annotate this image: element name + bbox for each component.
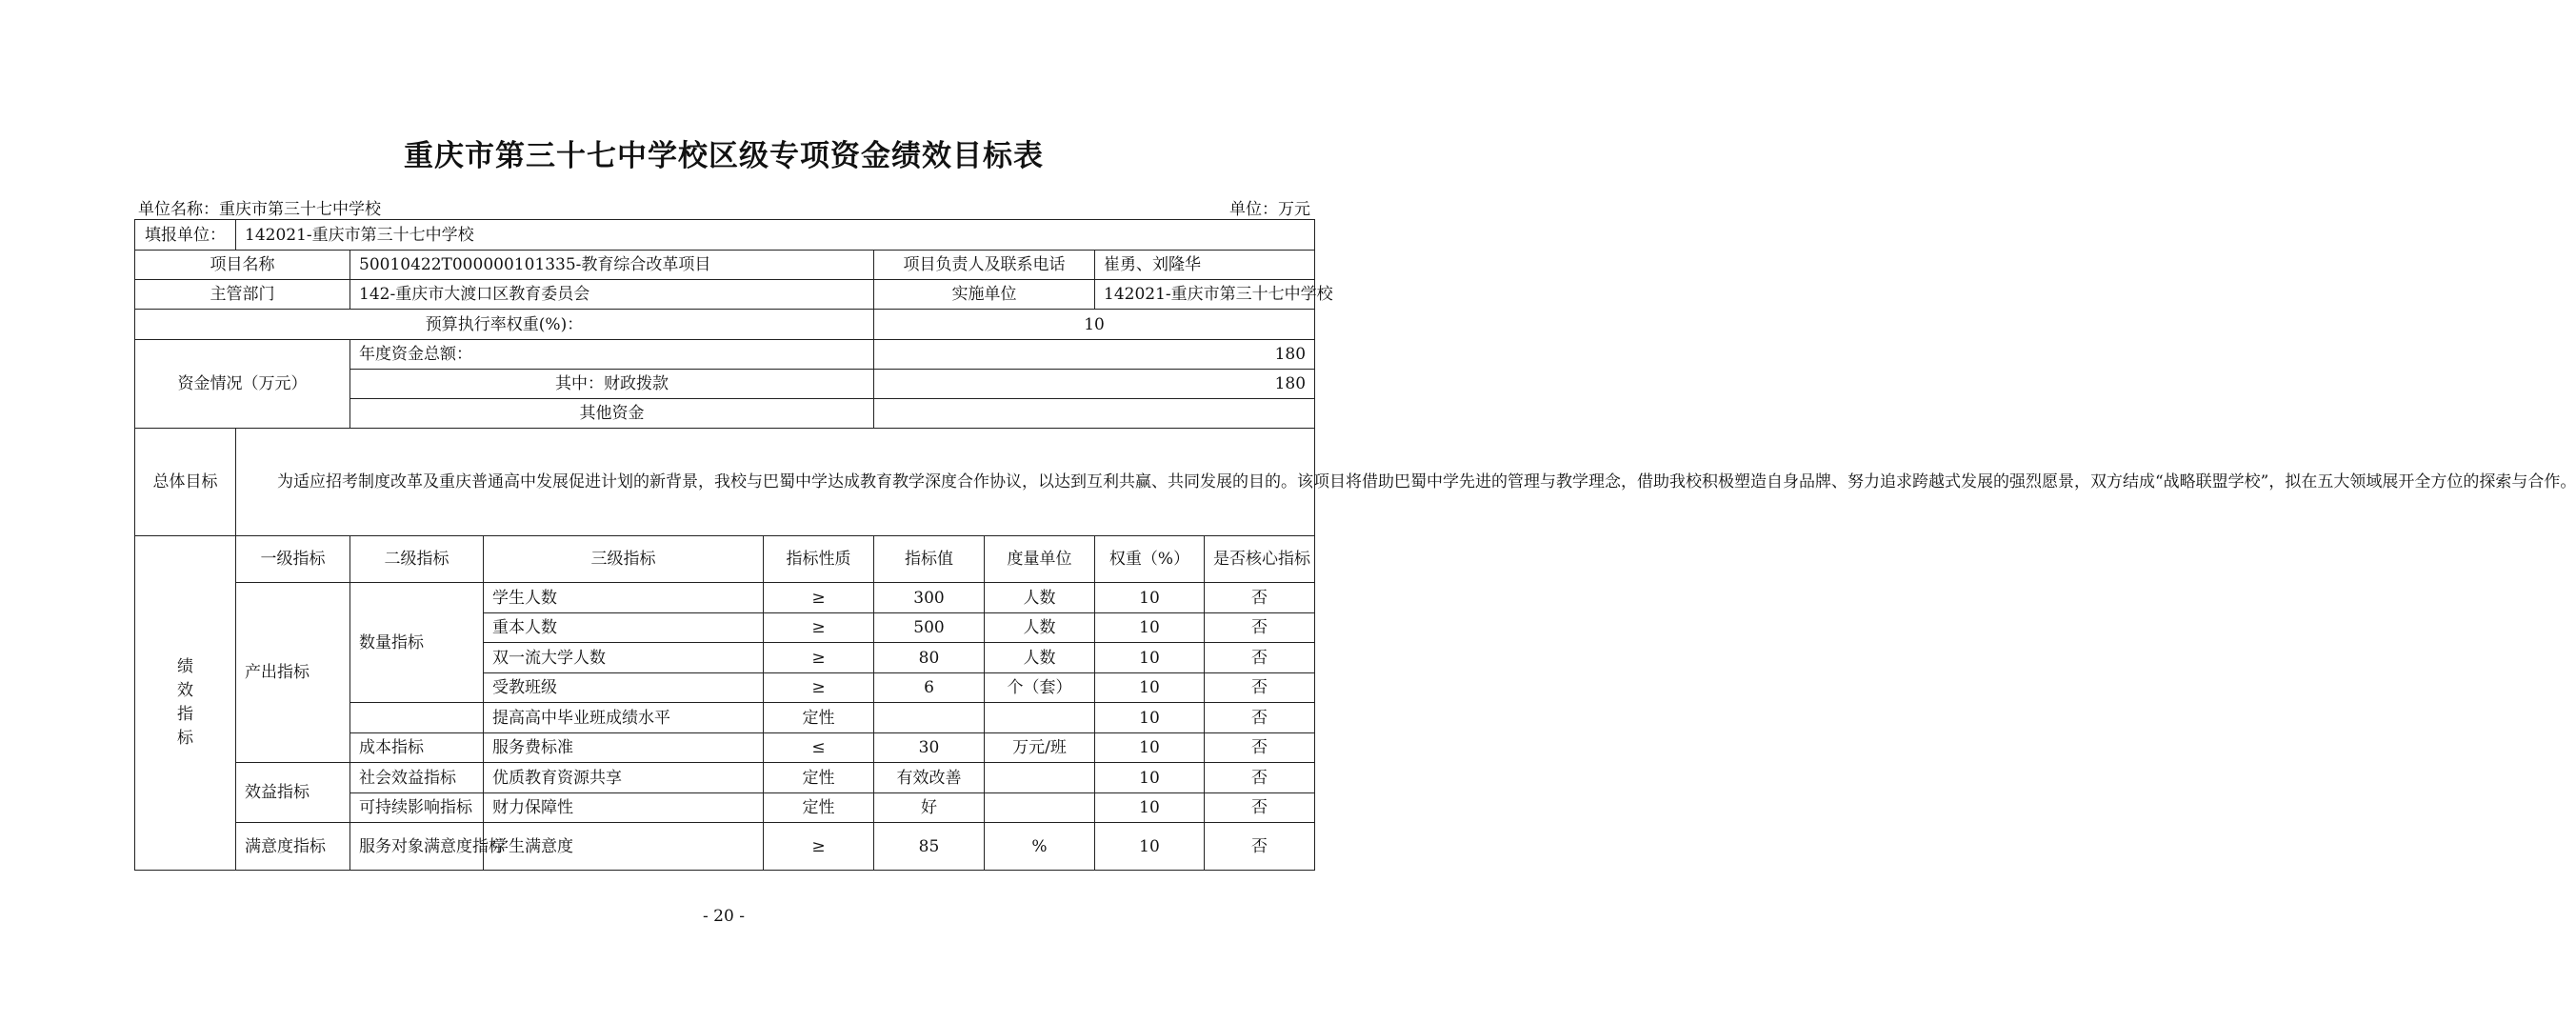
indicator-unit <box>985 703 1095 733</box>
indicator-nature: ≤ <box>764 733 874 763</box>
level2-blank <box>350 703 484 733</box>
indicator-value: 有效改善 <box>874 763 985 793</box>
indicator-name: 重本人数 <box>484 613 764 643</box>
goal-row <box>135 429 1315 536</box>
goal-cell <box>236 429 2576 536</box>
indicator-nature: 定性 <box>764 703 874 733</box>
filing-value: 142021-重庆市第三十七中学校 <box>236 220 1315 251</box>
indicator-unit: 人数 <box>985 583 1095 613</box>
indicator-name: 财力保障性 <box>484 793 764 823</box>
funds-label: 资金情况（万元） <box>135 340 350 429</box>
funds-fiscal-value: 180 <box>874 370 1315 399</box>
header-value: 指标值 <box>874 536 985 583</box>
indicator-unit: 人数 <box>985 643 1095 673</box>
page-title: 重庆市第三十七中学校区级专项资金绩效目标表 <box>404 139 1044 173</box>
funds-total-row <box>135 340 1315 370</box>
indicator-core: 否 <box>1205 763 1315 793</box>
funds-other-value <box>874 399 1315 429</box>
header-level3: 三级指标 <box>484 536 764 583</box>
indicator-weight: 10 <box>1095 613 1205 643</box>
indicator-name: 学生满意度 <box>484 823 764 871</box>
project-name-value: 50010422T000000101335-教育综合改革项目 <box>350 251 874 280</box>
indicator-name: 学生人数 <box>484 583 764 613</box>
dept-value: 142-重庆市大渡口区教育委员会 <box>350 280 874 310</box>
filing-label: 填报单位： <box>135 220 236 251</box>
indicator-unit: % <box>985 823 1095 871</box>
indicator-value: 好 <box>874 793 985 823</box>
indicator-section-text: 绩效指标 <box>177 657 193 748</box>
indicator-value: 80 <box>874 643 985 673</box>
project-row <box>135 251 1315 280</box>
indicator-weight: 10 <box>1095 793 1205 823</box>
level2-sustain: 可持续影响指标 <box>350 793 484 823</box>
level2-cost: 成本指标 <box>350 733 484 763</box>
indicator-core: 否 <box>1205 823 1315 871</box>
indicator-core: 否 <box>1205 793 1315 823</box>
indicator-nature: ≥ <box>764 643 874 673</box>
indicator-name: 优质教育资源共享 <box>484 763 764 793</box>
header-nature: 指标性质 <box>764 536 874 583</box>
indicator-weight: 10 <box>1095 643 1205 673</box>
dept-row <box>135 280 1315 310</box>
unit-name: 单位名称：重庆市第三十七中学校 <box>138 200 381 219</box>
indicator-value: 30 <box>874 733 985 763</box>
header-core: 是否核心指标 <box>1205 536 1315 583</box>
indicator-core: 否 <box>1205 643 1315 673</box>
project-owner-label: 项目负责人及联系电话 <box>874 251 1095 280</box>
goal-text: 为适应招考制度改革及重庆普通高中发展促进计划的新背景，我校与巴蜀中学达成教育教学深度合作协议，以达到互利共赢、共同发展的目的。该项目将借助巴蜀中学先进的管理与教学理念，借助我校积极塑造自身品牌、努力追求跨越式发展的强烈愿景，双方结成“战略联盟学校”，拟在五大领域展开全方位的探索与合作。 <box>277 472 2576 491</box>
level2-quantity: 数量指标 <box>350 583 484 703</box>
impl-value: 142021-重庆市第三十七中学校 <box>1095 280 1315 310</box>
table-row <box>135 763 1315 793</box>
indicator-unit <box>985 763 1095 793</box>
indicator-nature: ≥ <box>764 583 874 613</box>
indicator-core: 否 <box>1205 673 1315 703</box>
indicator-name: 服务费标准 <box>484 733 764 763</box>
header-unit: 度量单位 <box>985 536 1095 583</box>
funds-fiscal-label: 其中：财政拨款 <box>350 370 874 399</box>
indicator-nature: ≥ <box>764 613 874 643</box>
indicator-section-label <box>135 536 236 871</box>
indicator-nature: 定性 <box>764 763 874 793</box>
indicator-weight: 10 <box>1095 703 1205 733</box>
budget-rate-value: 10 <box>874 310 1315 340</box>
indicator-value: 85 <box>874 823 985 871</box>
indicator-core: 否 <box>1205 733 1315 763</box>
indicator-core: 否 <box>1205 703 1315 733</box>
indicator-value: 6 <box>874 673 985 703</box>
indicator-header-row <box>135 536 1315 583</box>
indicator-unit: 人数 <box>985 613 1095 643</box>
indicator-weight: 10 <box>1095 823 1205 871</box>
header-level2: 二级指标 <box>350 536 484 583</box>
indicator-value <box>874 703 985 733</box>
project-owner-value: 崔勇、刘隆华 <box>1095 251 1315 280</box>
indicator-weight: 10 <box>1095 583 1205 613</box>
level2-service: 服务对象满意度指标 <box>350 823 484 871</box>
level1-benefit: 效益指标 <box>236 763 350 823</box>
level1-satisfaction: 满意度指标 <box>236 823 350 871</box>
indicator-nature: ≥ <box>764 673 874 703</box>
funds-other-label: 其他资金 <box>350 399 874 429</box>
currency-unit: 单位：万元 <box>1229 200 1310 219</box>
indicator-weight: 10 <box>1095 733 1205 763</box>
indicator-weight: 10 <box>1095 763 1205 793</box>
impl-label: 实施单位 <box>874 280 1095 310</box>
funds-total-value: 180 <box>874 340 1315 370</box>
level1-output: 产出指标 <box>236 583 350 763</box>
project-name-label: 项目名称 <box>135 251 350 280</box>
budget-rate-label: 预算执行率权重(%)： <box>135 310 874 340</box>
indicator-weight: 10 <box>1095 673 1205 703</box>
indicator-value: 300 <box>874 583 985 613</box>
indicator-name: 双一流大学人数 <box>484 643 764 673</box>
indicator-core: 否 <box>1205 583 1315 613</box>
indicator-name: 提高高中毕业班成绩水平 <box>484 703 764 733</box>
indicator-unit <box>985 793 1095 823</box>
header-weight: 权重（%） <box>1095 536 1205 583</box>
performance-target-table <box>134 219 2576 871</box>
indicator-core: 否 <box>1205 613 1315 643</box>
indicator-unit: 万元/班 <box>985 733 1095 763</box>
indicator-unit: 个（套） <box>985 673 1095 703</box>
indicator-value: 500 <box>874 613 985 643</box>
table-row <box>135 583 1315 613</box>
table-row <box>135 823 1315 871</box>
indicator-name: 受教班级 <box>484 673 764 703</box>
indicator-nature: 定性 <box>764 793 874 823</box>
filing-row <box>135 220 1315 251</box>
level2-social: 社会效益指标 <box>350 763 484 793</box>
funds-total-label: 年度资金总额： <box>350 340 874 370</box>
goal-label: 总体目标 <box>135 429 236 536</box>
page-number: - 20 - <box>703 907 745 926</box>
header-level1: 一级指标 <box>236 536 350 583</box>
dept-label: 主管部门 <box>135 280 350 310</box>
budget-rate-row <box>135 310 1315 340</box>
indicator-nature: ≥ <box>764 823 874 871</box>
